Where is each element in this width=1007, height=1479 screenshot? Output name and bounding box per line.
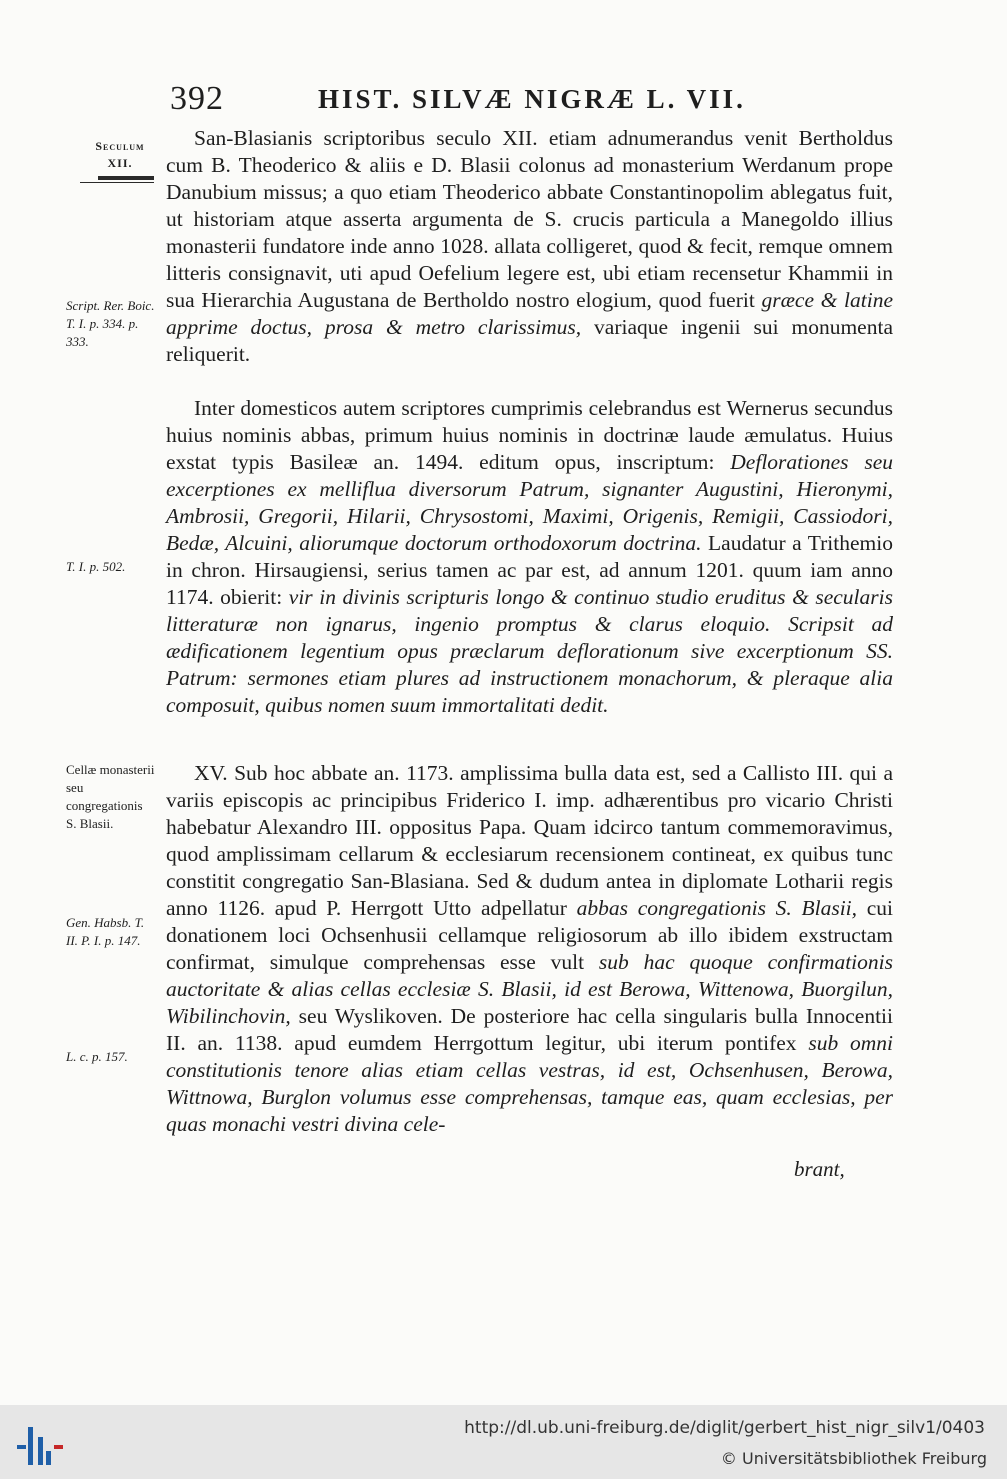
margin-note-t1-p502: T. I. p. 502. (66, 559, 126, 574)
margin-note-cellae: Cellæ monasterii seu congregationis S. Blasii. (66, 762, 155, 831)
paragraph-text: cui donationem loci Ochsenhusii cellamque religiosorum ab illo ibidem exstructam confirmat, simulque comprehensas esse vult (166, 896, 893, 974)
paragraph-text: variaque ingenii sui monumenta reliquerit. (166, 315, 893, 366)
paragraph-text: seu Wyslikoven. De posteriore hac cella singularis bulla Innocentii II. an. 1138. apud eumdem Herrgottum legitur, ubi iterum pontifex (166, 1004, 893, 1055)
margin-note-lc-p157: L. c. p. 157. (66, 1049, 128, 1064)
paragraph-text: San-Blasianis scriptoribus seculo XII. etiam adnumerandus venit Bertholdus cum B. Theoderico & aliis e D. Blasii colonus ad monasterium Werdanum prope Danubium missus; a quo etiam Theoderico abbate Constantinopolim ablegatus fuit, ut historiam atque asserta argumenta de S. crucis particula a Manegoldo illius monasterii fundatore inde anno 1028. allata colligeret, quod & fecit, remque omnem litteris consignavit, uti apud Oefelium legere est, ubi etiam recensetur Khammii in sua Hierarchia Augustana de Bertholdo nostro elogium, quod fuerit (166, 126, 893, 312)
ornament-rule (98, 176, 154, 180)
seculum-label: Seculum (95, 139, 145, 153)
viewer-footer (0, 1405, 1007, 1479)
book-title-italic: Deflorationes seu excerptiones ex melliflua diversorum Patrum, signanter Augustini, Hieronymi, Ambrosii, Gregorii, Hilarii, Chrysostomi, Maximi, Origenis, Remigii, Cassiodori, Bedæ, Alcuini, aliorumque doctorum orthodoxorum doctrina. (166, 450, 893, 555)
paragraph-text: Inter domesticos autem scriptores cumprimis celebrandus est Wernerus secundus huius nominis abbas, primum huius nominis in doctrinæ laude æmulatus. Huius exstat typis Basileæ an. 1494. editum opus, inscriptum: (166, 396, 893, 474)
paragraph-bertholdus (166, 125, 893, 368)
page-number: 392 (170, 80, 224, 117)
copyright-notice: © Universitätsbibliothek Freiburg (720, 1449, 987, 1468)
paragraph-wernerus (166, 395, 893, 719)
divider-rule (80, 182, 154, 183)
quotation-italic: vir in divinis scripturis longo & continuo studio eruditus & secularis litteraturæ non ignarus, ingenio promptus & clarus eloquio. Scripsit ad ædificationem legentium opus præclarum deflorationum sive excerptionum SS. Patrum: sermones etiam plures ad instructionem monachorum, & pleraque alia composuit, quibus nomen suum immortalitati dedit. (166, 585, 893, 717)
quotation-italic: abbas congregationis S. Blasii, (576, 896, 858, 920)
margin-seculum (80, 138, 160, 183)
margin-note-script-rer: Script. Rer. Boic. T. I. p. 334. p. 333. (66, 298, 155, 349)
running-title: HIST. SILVÆ NIGRÆ L. VII. (318, 84, 746, 114)
quotation-italic: sub omni constitutionis tenore alias etiam cellas vestras, id est, Ochsenhusen, Berowa, Wittnowa, Burglon volumus esse comprehensas, tamque eas, quam ecclesias, per quas monachi vestri divina cele- (166, 1031, 893, 1136)
margin-note-gen-habsb: Gen. Habsb. T. II. P. I. p. 147. (66, 915, 145, 948)
page-header (0, 80, 1007, 120)
document-url-link[interactable]: http://dl.ub.uni-freiburg.de/diglit/gerbert_hist_nigr_silv1/0403 (464, 1418, 985, 1438)
ub-freiburg-logo-icon (14, 1421, 66, 1467)
paragraph-section-xv (166, 760, 893, 1138)
paragraph-text: Laudatur a Trithemio in chron. Hirsaugiensi, serius tamen ac par est, ad annum 1201. quum iam anno 1174. obierit: (166, 531, 893, 609)
quotation-italic: sub hac quoque confirmationis auctoritate & alias cellas ecclesiæ S. Blasii, id est Berowa, Wittenowa, Buorgilun, Wibilinchovin, (166, 950, 893, 1028)
seculum-number: XII. (107, 156, 133, 170)
catchword: brant, (794, 1157, 845, 1181)
paragraph-text: XV. Sub hoc abbate an. 1173. amplissima bulla data est, sed a Callisto III. qui a variis episcopis ac principibus Friderico I. imp. adhærentibus pro vicario Christi habebatur Alexandro III. oppositus Papa. Quam idcirco tantum commemoravimus, quod amplissimam cellarum & ecclesiarum recensionem contineat, ex quibus tunc constitit congregatio San-Blasiana. Sed & dudum antea in diplomate Lotharii regis anno 1126. apud P. Herrgott Utto adpellatur (166, 761, 893, 920)
quotation-italic: græce & latine apprime doctus, prosa & metro clarissimus, (166, 288, 893, 339)
